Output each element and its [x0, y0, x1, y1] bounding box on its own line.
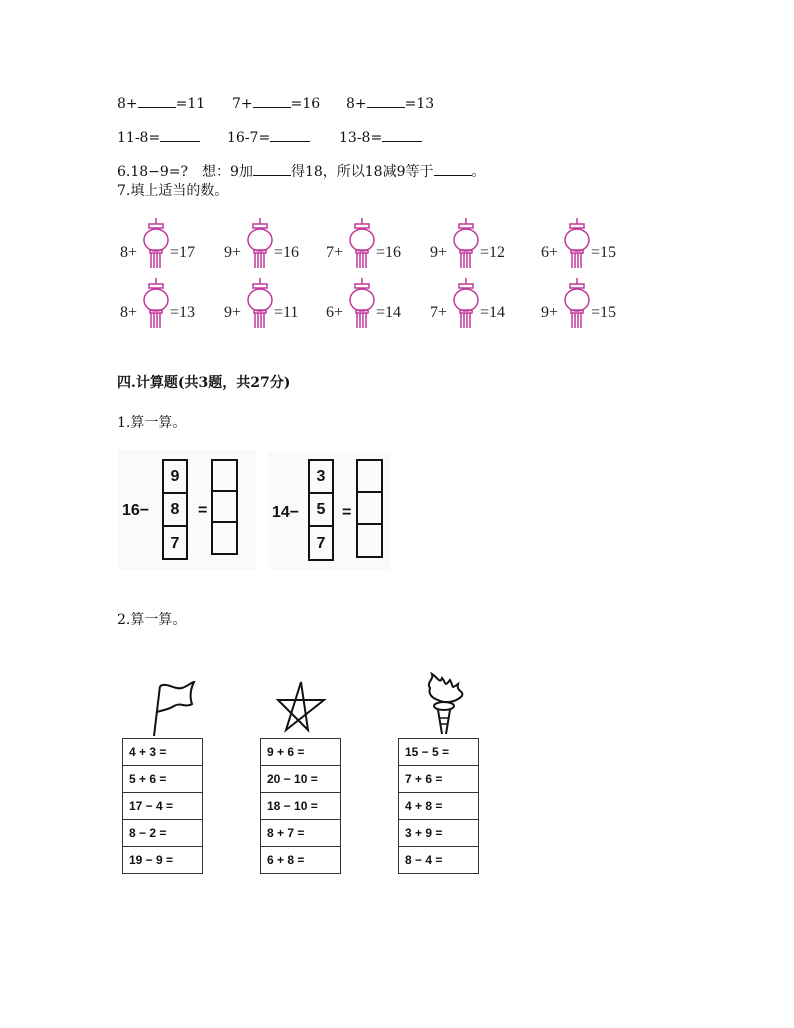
- calc-2-title: 2.算一算。: [117, 612, 187, 628]
- table-row: [123, 793, 203, 820]
- lantern-icon: [242, 278, 278, 334]
- subtrahend: 9: [164, 461, 186, 494]
- answer-box[interactable]: [213, 461, 236, 492]
- lantern-addend: 6+: [541, 244, 559, 261]
- table-row: [399, 793, 479, 820]
- answer-box[interactable]: [358, 525, 381, 556]
- lantern-addend: 9+: [224, 244, 242, 261]
- lantern-sum: =15: [591, 244, 617, 261]
- lantern-icon: [138, 278, 174, 334]
- table-row: [123, 739, 203, 766]
- lantern-equation[interactable]: [224, 218, 314, 268]
- exercise-cell[interactable]: 15 − 5 =: [399, 739, 479, 766]
- table-row: [123, 766, 203, 793]
- subtrahend: 8: [164, 494, 186, 527]
- answer-blank[interactable]: [253, 95, 291, 108]
- subtraction-panel-16: [118, 450, 256, 570]
- question-7-title: 7.填上适当的数。: [117, 183, 229, 199]
- table-row: [399, 766, 479, 793]
- lantern-icon: [344, 278, 380, 334]
- torch-icon: [420, 670, 470, 736]
- answer-blank[interactable]: [367, 95, 405, 108]
- lantern-addend: 8+: [120, 304, 138, 321]
- equals-sign: =: [198, 502, 208, 519]
- exercise-cell[interactable]: 8 − 2 =: [123, 820, 203, 847]
- lantern-icon: [242, 218, 278, 274]
- minuend: 16−: [122, 502, 150, 519]
- question-6: 6.18−9=? 想：9加 得18，所以18减9等于 。: [117, 164, 486, 180]
- subtraction-panel-14: [268, 452, 390, 570]
- calc-1-title: 1.算一算。: [117, 415, 187, 431]
- table-row: [261, 793, 341, 820]
- lantern-sum: =14: [376, 304, 402, 321]
- lantern-icon: [448, 278, 484, 334]
- exercise-cell[interactable]: 19 − 9 =: [123, 847, 203, 874]
- lantern-equation[interactable]: [430, 218, 520, 268]
- eq-1-1: 8+ =11: [117, 96, 206, 112]
- star-icon: [274, 680, 328, 734]
- exercise-cell[interactable]: 4 + 8 =: [399, 793, 479, 820]
- lantern-icon: [559, 278, 595, 334]
- exercise-cell[interactable]: 3 + 9 =: [399, 820, 479, 847]
- table-row: [123, 847, 203, 874]
- section-title: 四.计算题(共3题，共27分): [117, 375, 291, 391]
- answer-blank[interactable]: [382, 129, 422, 142]
- lantern-icon: [344, 218, 380, 274]
- table-row: [261, 847, 341, 874]
- subtrahend-column: [308, 459, 334, 561]
- flag-icon: [146, 680, 198, 738]
- answer-box[interactable]: [358, 461, 381, 493]
- exercise-cell[interactable]: 7 + 6 =: [399, 766, 479, 793]
- eq-1-2: 7+ =16: [232, 96, 321, 112]
- lantern-icon: [448, 218, 484, 274]
- table-row: [399, 739, 479, 766]
- answer-blank[interactable]: [270, 129, 310, 142]
- lantern-addend: 9+: [430, 244, 448, 261]
- table-row: [399, 847, 479, 874]
- lantern-sum: =17: [170, 244, 196, 261]
- lantern-sum: =16: [274, 244, 300, 261]
- table-row: [261, 766, 341, 793]
- answer-column: [356, 459, 383, 558]
- lantern-sum: =12: [480, 244, 506, 261]
- lantern-sum: =14: [480, 304, 506, 321]
- lantern-addend: 6+: [326, 304, 344, 321]
- flag-exercise-table: [122, 738, 203, 874]
- subtrahend-column: [162, 459, 188, 560]
- subtrahend: 7: [170, 534, 180, 552]
- answer-blank[interactable]: [160, 129, 200, 142]
- lantern-sum: =13: [170, 304, 196, 321]
- exercise-cell[interactable]: 6 + 8 =: [261, 847, 341, 874]
- exercise-cell[interactable]: 5 + 6 =: [123, 766, 203, 793]
- lantern-equation[interactable]: [541, 278, 631, 328]
- subtrahend: 7: [316, 534, 326, 552]
- answer-box[interactable]: [358, 493, 381, 525]
- star-exercise-table: [260, 738, 341, 874]
- exercise-cell[interactable]: 8 + 7 =: [261, 820, 341, 847]
- lantern-sum: =15: [591, 304, 617, 321]
- lantern-sum: =11: [274, 304, 299, 321]
- answer-blank[interactable]: [138, 95, 176, 108]
- lantern-icon: [559, 218, 595, 274]
- subtrahend: 5: [310, 494, 332, 527]
- answer-box[interactable]: [213, 523, 236, 553]
- lantern-equation[interactable]: [326, 278, 416, 328]
- eq-1-3: 8+ =13: [346, 96, 435, 112]
- exercise-cell[interactable]: 17 − 4 =: [123, 793, 203, 820]
- exercise-cell[interactable]: 8 − 4 =: [399, 847, 479, 874]
- lantern-equation[interactable]: [224, 278, 314, 328]
- answer-box[interactable]: [213, 492, 236, 523]
- lantern-addend: 8+: [120, 244, 138, 261]
- exercise-cell[interactable]: 4 + 3 =: [123, 739, 203, 766]
- lantern-equation[interactable]: [326, 218, 416, 268]
- lantern-sum: =16: [376, 244, 402, 261]
- lantern-equation[interactable]: [120, 278, 210, 328]
- eq-2-2: 16-7=: [227, 129, 310, 146]
- exercise-cell[interactable]: 9 + 6 =: [261, 739, 341, 766]
- equals-sign: =: [342, 504, 352, 521]
- lantern-addend: 7+: [326, 244, 344, 261]
- lantern-equation[interactable]: [120, 218, 210, 268]
- exercise-cell[interactable]: 18 − 10 =: [261, 793, 341, 820]
- subtrahend: 3: [310, 461, 332, 494]
- table-row: [399, 820, 479, 847]
- exercise-cell[interactable]: 20 − 10 =: [261, 766, 341, 793]
- lantern-equation[interactable]: [430, 278, 520, 328]
- table-row: [123, 820, 203, 847]
- lantern-icon: [138, 218, 174, 274]
- lantern-equation[interactable]: [541, 218, 631, 268]
- torch-exercise-table: [398, 738, 479, 874]
- table-row: [261, 739, 341, 766]
- answer-blank[interactable]: [434, 163, 472, 176]
- lantern-addend: 9+: [224, 304, 242, 321]
- eq-2-3: 13-8=: [339, 129, 422, 146]
- answer-column: [211, 459, 238, 555]
- lantern-addend: 9+: [541, 304, 559, 321]
- answer-blank[interactable]: [253, 163, 291, 176]
- eq-2-1: 11-8=: [117, 129, 200, 146]
- lantern-addend: 7+: [430, 304, 448, 321]
- minuend: 14−: [272, 504, 300, 521]
- table-row: [261, 820, 341, 847]
